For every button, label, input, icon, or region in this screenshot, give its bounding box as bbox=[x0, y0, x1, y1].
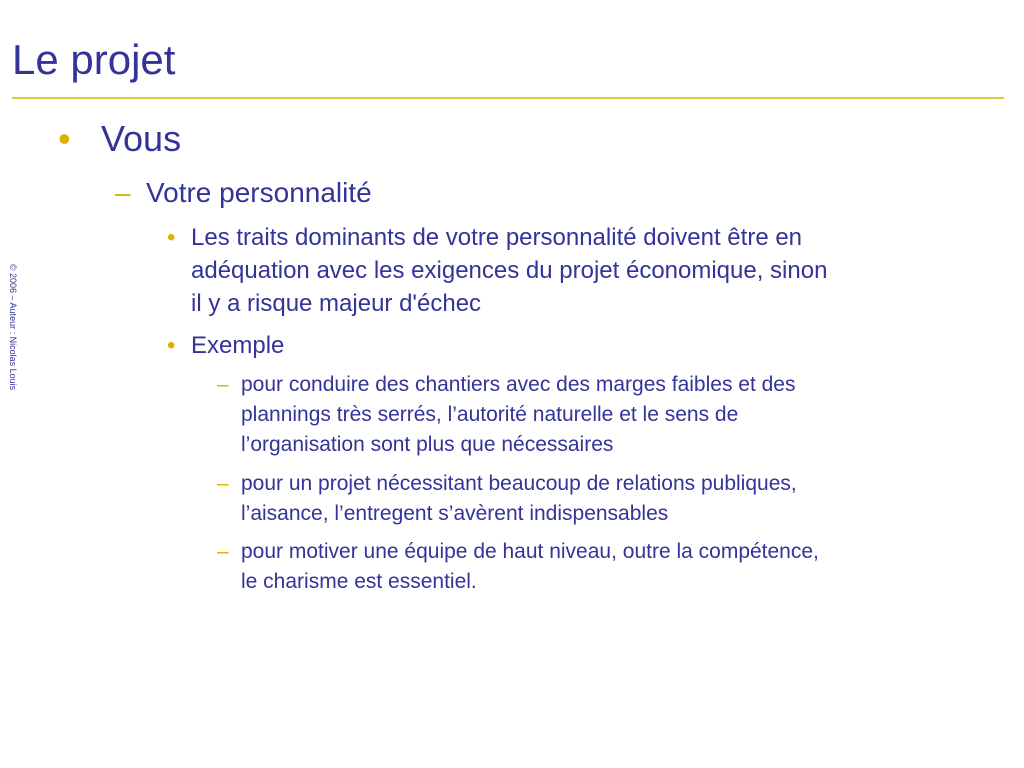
level3-item-line: Les traits dominants de votre personnalité doivent être en bbox=[191, 224, 803, 251]
level4-item-line: le charisme est essentiel. bbox=[241, 570, 477, 593]
level4-item-line: pour conduire des chantiers avec des marges faibles et des bbox=[241, 373, 796, 396]
level3-item-line: adéquation avec les exigences du projet économique, sinon bbox=[191, 257, 828, 284]
bullet-dash: – bbox=[217, 540, 229, 563]
level4-item-line: pour motiver une équipe de haut niveau, outre la compétence, bbox=[241, 540, 819, 563]
slide-title: Le projet bbox=[12, 36, 176, 83]
level3-item-line: Exemple bbox=[191, 332, 285, 359]
level4-item-line: l’aisance, l’entregent s’avèrent indispensables bbox=[241, 502, 669, 525]
bullet-dash: – bbox=[217, 373, 229, 396]
level3-item-line: il y a risque majeur d'échec bbox=[191, 290, 482, 317]
level4-item-line: plannings très serrés, l’autorité naturelle et le sens de bbox=[241, 403, 739, 426]
bullet-round: • bbox=[167, 224, 176, 251]
bullet-round: • bbox=[58, 118, 71, 159]
level2-item: Votre personnalité bbox=[146, 177, 372, 208]
bullet-round: • bbox=[167, 332, 176, 359]
level4-item-line: pour un projet nécessitant beaucoup de relations publiques, bbox=[241, 472, 797, 495]
copyright-notice: © 2006 – Auteur : Nicolas Louis bbox=[8, 263, 18, 391]
level1-item: Vous bbox=[101, 118, 182, 159]
level4-item-line: l’organisation sont plus que nécessaires bbox=[241, 433, 614, 456]
title-divider bbox=[12, 97, 1004, 99]
bullet-dash: – bbox=[115, 177, 131, 208]
bullet-dash: – bbox=[217, 472, 229, 495]
